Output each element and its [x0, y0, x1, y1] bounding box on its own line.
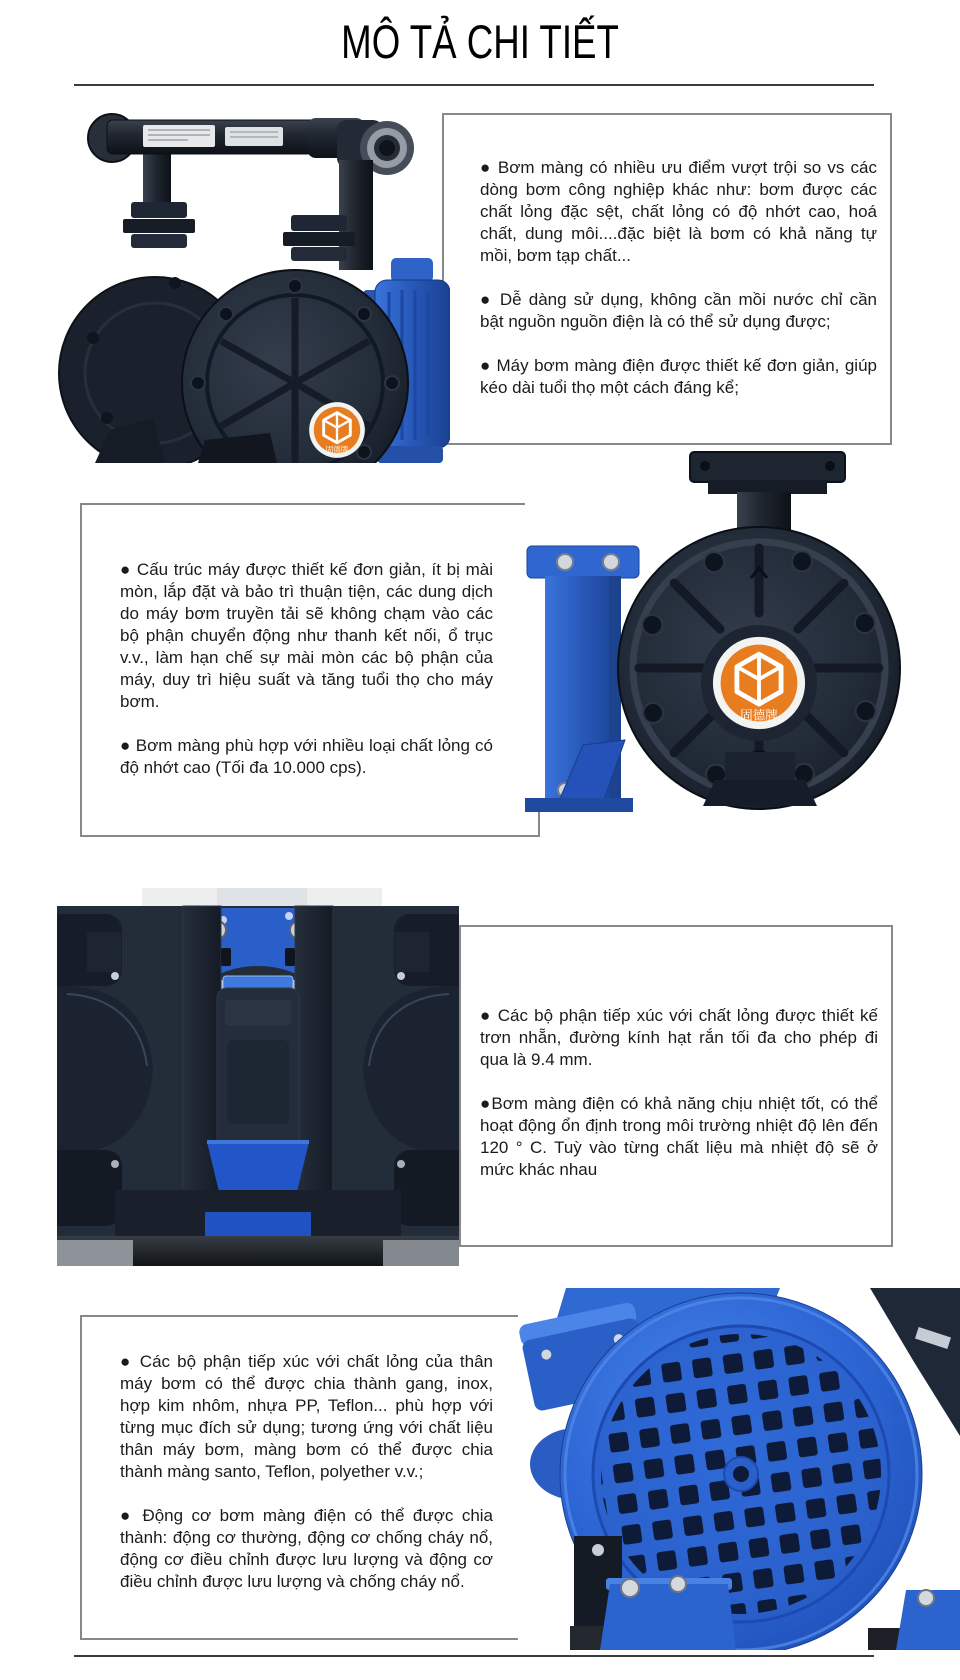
feature-box-3 — [459, 925, 893, 1247]
feature-box-2 — [80, 503, 540, 837]
page-title — [0, 14, 960, 69]
feature-box-4 — [80, 1315, 540, 1640]
feature-text: ● Cấu trúc máy được thiết kế đơn giản, ít bị mài mòn, lắp đặt và bảo trì thuận tiện, các dung dịch do máy bơm truyền tải sẽ không chạm vào các bộ phận chuyển động như thanh kết nối, ổ trục v.v., làm hạn chế sự mài mòn các bộ phận của máy, duy trì hiệu suất và tăng tuổi thọ cho máy bơm. — [120, 560, 493, 711]
page-title-text: MÔ TẢ CHI TIẾT — [341, 15, 619, 68]
feature-text: ● Bơm màng phù hợp với nhiều loại chất lỏng có độ nhớt cao (Tối đa 10.000 cps). — [120, 736, 493, 777]
feature-text: ● Dễ dàng sử dụng, không cần mồi nước chỉ cần bật nguồn nguồn điện là có thể sử dụng được; — [480, 290, 877, 331]
pump-body-closeup-image — [57, 888, 459, 1266]
product-photo-diaphragm-pump — [55, 98, 450, 463]
product-photo-pump-head — [525, 450, 960, 812]
feature-text: ● Bơm màng có nhiều ưu điểm vượt trội so vs các dòng bơm công nghiệp khác như: bơm được các chất lỏng đặc sệt, chất lỏng có độ nhớt cao, hoá chất, dung môi....đặc biệt là bơm có khả năng tự mồi, bơm tạp chất... — [480, 158, 877, 265]
motor-fan-cover-image — [518, 1288, 960, 1650]
feature-text: ● Máy bơm màng điện được thiết kế đơn giản, giúp kéo dài tuổi thọ một cách đáng kể; — [480, 356, 877, 397]
feature-text: ● Các bộ phận tiếp xúc với chất lỏng được thiết kế trơn nhẵn, đường kính hạt rắn tối đa cho phép đi qua là 9.4 mm. — [480, 1006, 878, 1069]
product-photo-motor-fan-cover — [518, 1288, 960, 1650]
product-photo-pump-body-closeup — [57, 888, 459, 1266]
feature-text: ● Động cơ bơm màng điện có thể được chia thành: động cơ thường, động cơ chống cháy nổ, động cơ điều chỉnh được lưu lượng và động cơ điều chỉnh được lưu lượng và chống cháy nổ. — [120, 1506, 493, 1591]
diaphragm-pump-image — [55, 98, 450, 463]
top-divider — [74, 84, 874, 86]
feature-box-1 — [442, 113, 892, 445]
feature-text: ●Bơm màng điện có khả năng chịu nhiệt tốt, có thể hoạt động ổn định trong môi trường nhiệt độ lên đến 120 ° C. Tuỳ vào từng chất liệu mà nhiệt độ sẽ ở mức khác nhau — [480, 1094, 878, 1179]
bottom-divider — [74, 1655, 874, 1657]
feature-text: ● Các bộ phận tiếp xúc với chất lỏng của thân máy bơm có thể được chia thành gang, inox, hợp kim nhôm, nhựa PP, Teflon... phù hợp với từng mục đích sử dụng; tương ứng với chất liệu thân máy bơm, màng bơm có thể được chia thành màng santo, Teflon, polyether v.v.; — [120, 1352, 493, 1481]
pump-head-image — [525, 450, 960, 812]
